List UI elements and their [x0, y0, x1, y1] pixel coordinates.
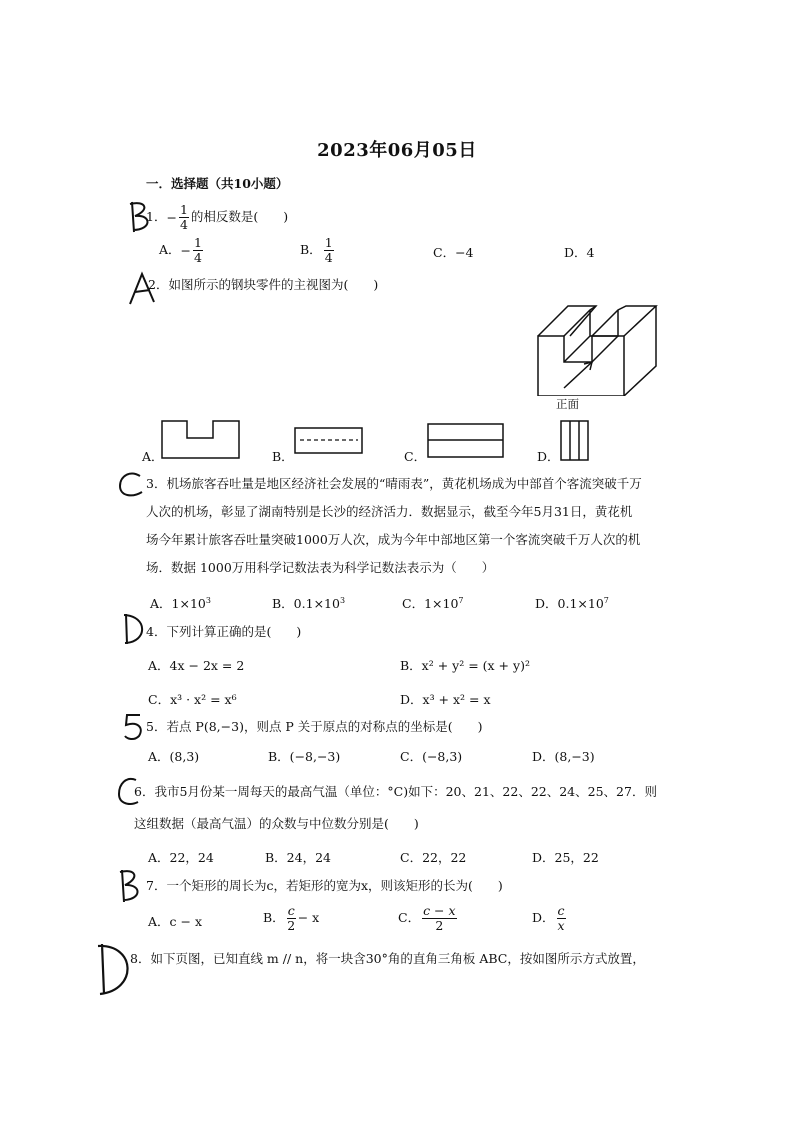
q2-option-b-label[interactable]: B． [272, 449, 294, 464]
q3-option-a[interactable]: A．$1\times 10^3$ [150, 595, 211, 611]
q2-option-a-label[interactable]: A． [142, 449, 164, 464]
q2-option-d-label[interactable]: D． [537, 449, 560, 464]
q2-option-b-figure[interactable] [294, 427, 364, 458]
q1-option-b[interactable]: B． $\frac{1}{4}$ [300, 235, 333, 265]
section-title: 一．选择题（共10小题） [146, 176, 289, 191]
q5-option-a[interactable]: A．(8,3) [148, 749, 200, 764]
question-3: 3．机场旅客吞吐量是地区经济社会发展的“晴雨表”，黄花机场成为中部首个客流突破千万 人次的机场，彰显了湖南特别是长沙的经济活力．数据显示，截至今年5月31日，黄花机 场今年累计旅客吞吐量突破1000万人次，成为今年中部地区第一个客流突破千万人次的机 场．数据 1000万用科学记数法表为科学记数法表示为（ ） [146, 476, 642, 575]
front-label: 正面 [556, 397, 579, 411]
page-title: 2023年06月05日 [317, 140, 477, 161]
q4-option-c[interactable]: C．x³ · x² = x⁶ [148, 692, 237, 707]
q6-option-b[interactable]: B．24，24 [265, 850, 331, 865]
q5-option-b[interactable]: B．(−8,−3) [268, 749, 341, 764]
question-6: 6．我市5月份某一周每天的最高气温（单位：°C)如下：20、21、22、22、24、25、27．则 这组数据（最高气温）的众数与中位数分别是( ) [134, 784, 657, 831]
question-4: 4．下列计算正确的是( ) [146, 624, 302, 639]
q6-option-a[interactable]: A．22，24 [148, 850, 214, 865]
q6-option-d[interactable]: D．25，22 [532, 850, 599, 865]
q7-option-c[interactable]: C． $\frac{c - x}{2}$ [398, 903, 456, 933]
q5-option-d[interactable]: D．(8,−3) [532, 749, 595, 764]
q4-option-d[interactable]: D．x³ + x² = x [400, 692, 491, 707]
question-1: 1．− $\frac{1}{4}$ 的相反数是( ) [146, 202, 289, 232]
question-7: 7．一个矩形的周长为c，若矩形的宽为x，则该矩形的长为( ) [146, 878, 503, 893]
question-2: 2．如图所示的钢块零件的主视图为( ) [148, 277, 379, 292]
q4-option-b[interactable]: B．x² + y² = (x + y)² [400, 658, 530, 673]
q1-option-d[interactable]: D．4 [564, 245, 595, 260]
handwritten-answer-3 [116, 470, 146, 503]
question-5: 5．若点 P(8,−3)，则点 P 关于原点的对称点的坐标是( ) [146, 719, 483, 734]
q1-option-c[interactable]: C．−4 [433, 245, 474, 260]
q3-option-d[interactable]: D．$0.1\times 10^7$ [535, 595, 609, 611]
q5-option-c[interactable]: C．(−8,3) [400, 749, 463, 764]
q2-option-d-figure[interactable] [560, 420, 590, 465]
q1-option-a[interactable]: A．− $\frac{1}{4}$ [159, 235, 202, 265]
q3-option-b[interactable]: B．$0.1\times 10^3$ [272, 595, 346, 611]
handwritten-answer-5 [122, 712, 146, 745]
q6-option-c[interactable]: C．22，22 [400, 850, 467, 865]
q7-option-d[interactable]: D． $\frac{c}{x}$ [532, 903, 565, 933]
q3-option-c[interactable]: C．$1\times 10^7$ [402, 595, 464, 611]
q2-option-c-figure[interactable] [427, 423, 505, 462]
q2-option-c-label[interactable]: C． [404, 449, 427, 464]
question-8: 8．如下页图，已知直线 m // n，将一块含30°角的直角三角板 ABC，按如图所示方式放置， [130, 951, 645, 966]
q4-option-a[interactable]: A．4x − 2x = 2 [148, 658, 245, 673]
handwritten-answer-7 [116, 868, 146, 907]
q2-option-a-figure[interactable] [161, 420, 241, 463]
q7-option-b[interactable]: B． $\frac{c}{2}$ − x [263, 903, 320, 933]
q7-option-a[interactable]: A．c − x [148, 914, 202, 929]
steel-part-figure [530, 296, 670, 399]
